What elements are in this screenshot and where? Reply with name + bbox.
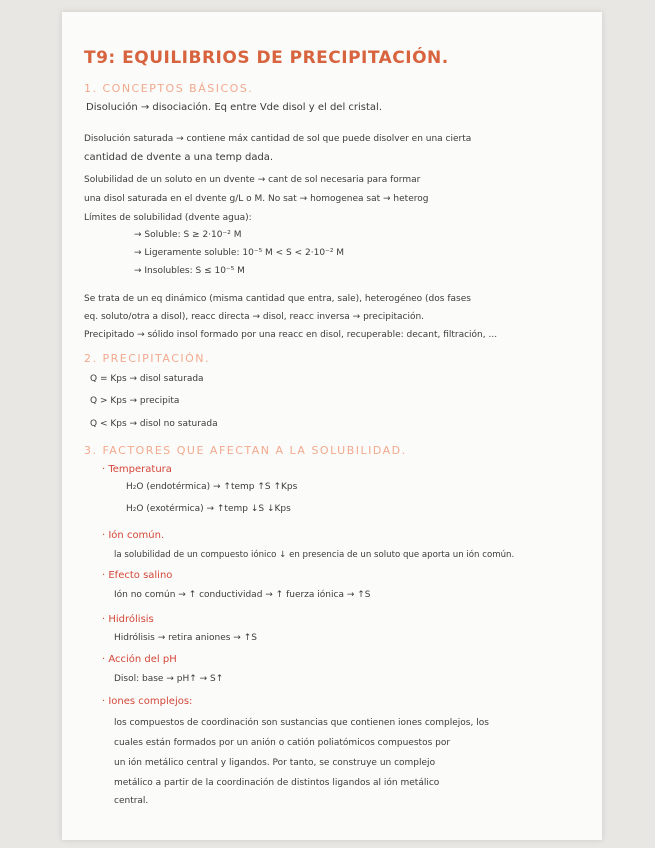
page-title: T9: EQUILIBRIOS DE PRECIPITACIÓN. [84, 48, 449, 68]
note-line: un ión metálico central y ligandos. Por tanto, se construye un complejo [114, 758, 436, 768]
section-heading-1: 1. CONCEPTOS BÁSICOS. [84, 82, 254, 95]
note-line: Disol: base → pH↑ → S↑ [114, 674, 224, 684]
notebook-page [62, 12, 602, 840]
note-line: Hidrólisis → retira aniones → ↑S [114, 633, 257, 643]
note-line: Q = Kps → disol saturada [90, 374, 204, 384]
subheading-temperatura: · Temperatura [102, 464, 172, 475]
note-line: → Ligeramente soluble: 10⁻⁵ M < S < 2·10⁻² M [134, 248, 345, 258]
section-heading-2: 2. PRECIPITACIÓN. [84, 352, 211, 365]
section-heading-3: 3. FACTORES QUE AFECTAN A LA SOLUBILIDAD. [84, 444, 407, 457]
note-line: eq. soluto/otra a disol), reacc directa → disol, reacc inversa → precipitación. [84, 312, 425, 322]
note-line: Disolución saturada → contiene máx cantidad de sol que puede disolver en una cierta [84, 134, 472, 144]
note-line: H₂O (exotérmica) → ↑temp ↓S ↓Kps [126, 504, 291, 514]
note-line: cuales están formados por un anión o catión poliatómicos compuestos por [114, 738, 451, 748]
note-line: Solubilidad de un soluto en un dvente → cant de sol necesaria para formar [84, 175, 421, 185]
subheading-accion-ph: · Acción del pH [102, 654, 177, 665]
note-line: los compuestos de coordinación son sustancias que contienen iones complejos, los [114, 718, 489, 728]
note-line: cantidad de dvente a una temp dada. [84, 152, 274, 163]
note-line: metálico a partir de la coordinación de distintos ligandos al ión metálico [114, 778, 440, 788]
note-line: Q > Kps → precipita [90, 396, 180, 406]
note-line: → Insolubles: S ≤ 10⁻⁵ M [134, 266, 245, 276]
note-line: H₂O (endotérmica) → ↑temp ↑S ↑Kps [126, 482, 298, 492]
note-line: Disolución → disociación. Eq entre Vde disol y el del cristal. [86, 102, 383, 113]
note-line: Se trata de un eq dinámico (misma cantidad que entra, sale), heterogéneo (dos fases [84, 294, 471, 304]
note-line: central. [114, 796, 149, 806]
note-line: Precipitado → sólido insol formado por una reacc en disol, recuperable: decant, filtración, ... [84, 330, 498, 340]
subheading-efecto-salino: · Efecto salino [102, 570, 173, 581]
note-line: una disol saturada en el dvente g/L o M. No sat → homogenea sat → heterog [84, 194, 429, 204]
subheading-ion-comun: · Ión común. [102, 530, 165, 541]
note-line: → Soluble: S ≥ 2·10⁻² M [134, 230, 242, 240]
note-line: Q < Kps → disol no saturada [90, 419, 218, 429]
note-line: la solubilidad de un compuesto iónico ↓ en presencia de un soluto que aporta un ión común. [114, 550, 515, 560]
subheading-iones-complejos: · Iones complejos: [102, 696, 193, 707]
note-line: Límites de solubilidad (dvente agua): [84, 213, 252, 223]
subheading-hidrolisis: · Hidrólisis [102, 614, 154, 625]
note-line: Ión no común → ↑ conductividad → ↑ fuerza iónica → ↑S [114, 590, 371, 600]
